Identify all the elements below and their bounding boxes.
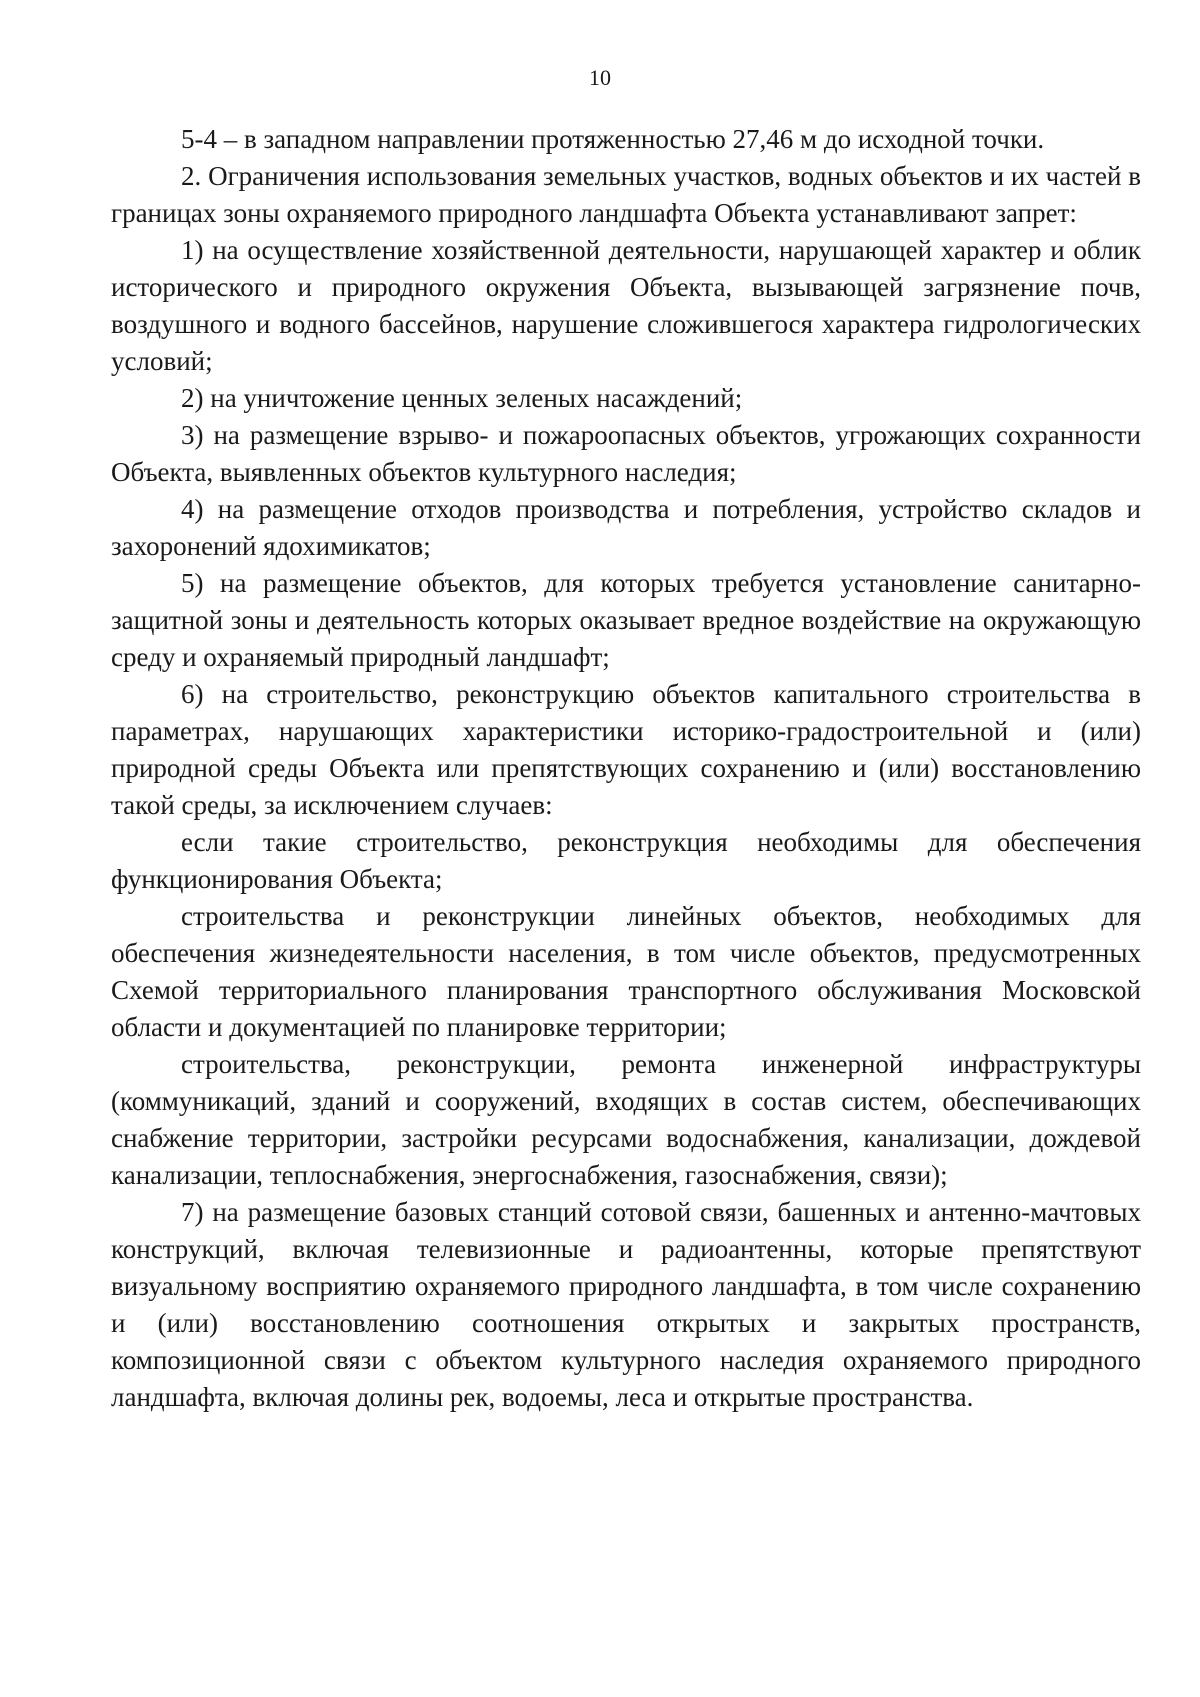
paragraph-exception-3: строительства, реконструкции, ремонта инженерной инфраструктуры (коммуникаций, зданий и сооружений, входящих в состав систем, обеспечивающих снабжение территории, застройки ресурсами водоснабжения, канализации, дождевой канализации, теплоснабжения, энергоснабжения, газоснабжения, связи); bbox=[111, 1049, 1141, 1190]
paragraph-item-6: 6) на строительство, реконструкцию объектов капитального строительства в параметрах, нарушающих характеристики историко-градостроительной и (или) природной среды Объекта или препятствующих сохранению и (или) восстановлению такой среды, за исключением случаев: bbox=[111, 679, 1141, 820]
page-number: 10 bbox=[589, 65, 611, 90]
paragraph-restrictions-intro: 2. Ограничения использования земельных участков, водных объектов и их частей в границах зоны охраняемого природного ландшафта Объекта устанавливают запрет: bbox=[111, 161, 1141, 228]
paragraph-item-1: 1) на осуществление хозяйственной деятельности, нарушающей характер и облик исторического и природного окружения Объекта, вызывающей загрязнение почв, воздушного и водного бассейнов, нарушение сложившегося характера гидрологических условий; bbox=[111, 235, 1141, 376]
paragraph-route-end: 5-4 – в западном направлении протяженностью 27,46 м до исходной точки. bbox=[181, 124, 1045, 154]
document-body bbox=[111, 121, 1141, 1416]
paragraph-item-5: 5) на размещение объектов, для которых требуется установление санитарно-защитной зоны и деятельность которых оказывает вредное воздействие на окружающую среду и охраняемый природный ландшафт; bbox=[111, 568, 1141, 672]
paragraph-item-7: 7) на размещение базовых станций сотовой связи, башенных и антенно-мачтовых конструкций, включая телевизионные и радиоантенны, которые препятствуют визуальному восприятию охраняемого природного ландшафта, в том числе сохранению и (или) восстановлению соотношения открытых и закрытых пространств, композиционной связи с объектом культурного наследия охраняемого природного ландшафта, включая долины рек, водоемы, леса и открытые пространства. bbox=[111, 1197, 1141, 1412]
paragraph-item-3: 3) на размещение взрыво- и пожароопасных объектов, угрожающих сохранности Объекта, выявленных объектов культурного наследия; bbox=[111, 420, 1141, 487]
paragraph-item-4: 4) на размещение отходов производства и потребления, устройство складов и захоронений ядохимикатов; bbox=[111, 494, 1141, 561]
paragraph-item-2: 2) на уничтожение ценных зеленых насаждений; bbox=[181, 383, 743, 413]
paragraph-exception-2: строительства и реконструкции линейных объектов, необходимых для обеспечения жизнедеятельности населения, в том числе объектов, предусмотренных Схемой территориального планирования транспортного обслуживания Московской области и документацией по планировке территории; bbox=[111, 901, 1141, 1042]
paragraph-exception-1: если такие строительство, реконструкция необходимы для обеспечения функционирования Объекта; bbox=[111, 827, 1141, 894]
